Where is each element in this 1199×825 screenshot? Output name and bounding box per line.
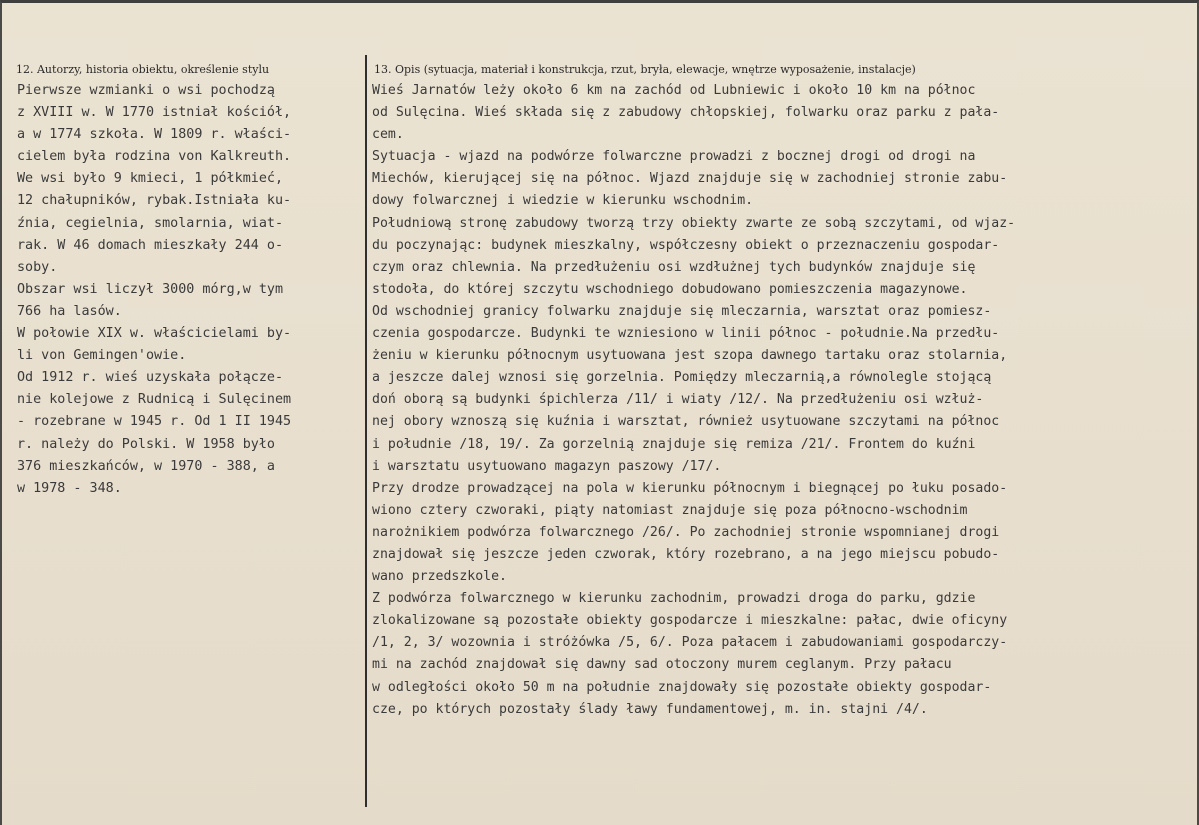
description-line: Od wschodniej granicy folwarku znajduje się mleczarnia, warsztat oraz pomiesz- <box>372 303 992 319</box>
history-line: li von Gemingen'owie. <box>17 348 187 364</box>
description-line: i południe /18, 19/. Za gorzelnią znajduje się remiza /21/. Frontem do kuźni <box>372 436 976 452</box>
history-line: Od 1912 r. wieś uzyskała połącze- <box>17 370 284 386</box>
history-line: nie kolejowe z Rudnicą i Sulęcinem <box>17 392 292 408</box>
description-line: wiono cztery czworaki, piąty natomiast znajduje się poza północno-wschodnim <box>372 502 968 518</box>
description-line: Przy drodze prowadzącej na pola w kierunku północnym i biegnącej po łuku posado- <box>372 480 1008 496</box>
history-line: W połowie XIX w. właścicielami by- <box>17 326 292 342</box>
description-line: Z podwórza folwarcznego w kierunku zachodnim, prowadzi droga do parku, gdzie <box>372 591 976 607</box>
history-line: źnia, cegielnia, smolarnia, wiat- <box>17 215 284 231</box>
description-line: doń oborą są budynki śpichlerza /11/ i wiaty /12/. Na przedłużeniu osi wzłuż- <box>372 392 984 408</box>
history-line: 12 chałupników, rybak.Istniała ku- <box>17 193 292 209</box>
description-line: żeniu w kierunku północnym usytuowana jest szopa dawnego tartaku oraz stolarnia, <box>372 348 1008 364</box>
description-line: znajdował się jeszcze jeden czworak, który rozebrano, a na jego miejscu pobudo- <box>372 546 1000 562</box>
description-line: a jeszcze dalej wznosi się gorzelnia. Pomiędzy mleczarnią,a równolegle stojącą <box>372 370 992 386</box>
history-line: z XVIII w. W 1770 istniał kościół, <box>17 105 292 121</box>
description-line: i warsztatu usytuowano magazyn paszowy /17/. <box>372 458 722 474</box>
section-12-header: 12. Autorzy, historia obiektu, określenie stylu <box>16 63 270 76</box>
history-line: rak. W 46 domach mieszkały 244 o- <box>17 237 284 253</box>
history-line: a w 1774 szkoła. W 1809 r. właści- <box>17 127 292 143</box>
history-line: r. należy do Polski. W 1958 było <box>17 436 275 452</box>
history-line: soby. <box>17 259 58 275</box>
description-line: Wieś Jarnatów leży około 6 km na zachód od Lubniewic i około 10 km na północ <box>372 83 976 98</box>
description-line: cze, po których pozostały ślady ławy fundamentowej, m. in. stajni /4/. <box>372 701 928 717</box>
description-line: zlokalizowane są pozostałe obiekty gospodarcze i mieszkalne: pałac, dwie oficyny <box>372 613 1008 629</box>
history-line: 766 ha lasów. <box>17 303 122 319</box>
history-line: 376 mieszkańców, w 1970 - 388, a <box>17 458 275 474</box>
description-line: od Sulęcina. Wieś składa się z zabudowy chłopskiej, folwarku oraz parku z pała- <box>372 105 1000 121</box>
description-line: mi na zachód znajdował się dawny sad otoczony murem ceglanym. Przy pałacu <box>372 657 952 673</box>
history-line: w 1978 - 348. <box>17 480 122 496</box>
description-line: stodoła, do której szczytu wschodniego dobudowano pomieszczenia magazynowe. <box>372 281 968 297</box>
description-line: w odległości około 50 m na południe znajdowały się pozostałe obiekty gospodar- <box>372 679 992 695</box>
history-line: We wsi było 9 kmieci, 1 półkmieć, <box>17 171 284 187</box>
history-line: cielem była rodzina von Kalkreuth. <box>17 149 292 165</box>
description-line: czenia gospodarcze. Budynki te wzniesiono w linii północ - południe.Na przedłu- <box>372 326 1000 342</box>
description-line: Południową stronę zabudowy tworzą trzy obiekty zwarte ze sobą szczytami, od wjaz- <box>372 215 1016 231</box>
description-line: dowy folwarcznej i wiedzie w kierunku wschodnim. <box>372 193 754 209</box>
history-line: - rozebrane w 1945 r. Od 1 II 1945 <box>17 414 292 430</box>
section-13-header: 13. Opis (sytuacja, materiał i konstrukcja, rzut, bryła, elewacje, wnętrze wyposażenie, instalacje) <box>374 63 916 76</box>
description-line: du poczynając: budynek mieszkalny, współczesny obiekt o przeznaczeniu gospodar- <box>372 237 1000 253</box>
history-line: Pierwsze wzmianki o wsi pochodzą <box>17 83 275 98</box>
description-line: cem. <box>372 127 404 143</box>
description-text <box>372 80 1194 721</box>
description-line: Miechów, kierującej się na północ. Wjazd znajduje się w zachodniej stronie zabu- <box>372 171 1008 187</box>
history-text <box>17 80 362 500</box>
history-line: Obszar wsi liczył 3000 mórg,w tym <box>17 281 284 297</box>
description-line: nej obory wznoszą się kuźnia i warsztat, również usytuowane szczytami na północ <box>372 414 1000 430</box>
column-divider <box>365 55 367 807</box>
description-line: Sytuacja - wjazd na podwórze folwarczne prowadzi z bocznej drogi od drogi na <box>372 149 976 165</box>
description-line: /1, 2, 3/ wozownia i stróżówka /5, 6/. Poza pałacem i zabudowaniami gospodarczy- <box>372 635 1008 651</box>
description-line: wano przedszkole. <box>372 569 507 585</box>
description-line: narożnikiem podwórza folwarcznego /26/. Po zachodniej stronie wspomnianej drogi <box>372 524 1000 540</box>
description-line: czym oraz chlewnia. Na przedłużeniu osi wzdłużnej tych budynków znajduje się <box>372 259 976 275</box>
